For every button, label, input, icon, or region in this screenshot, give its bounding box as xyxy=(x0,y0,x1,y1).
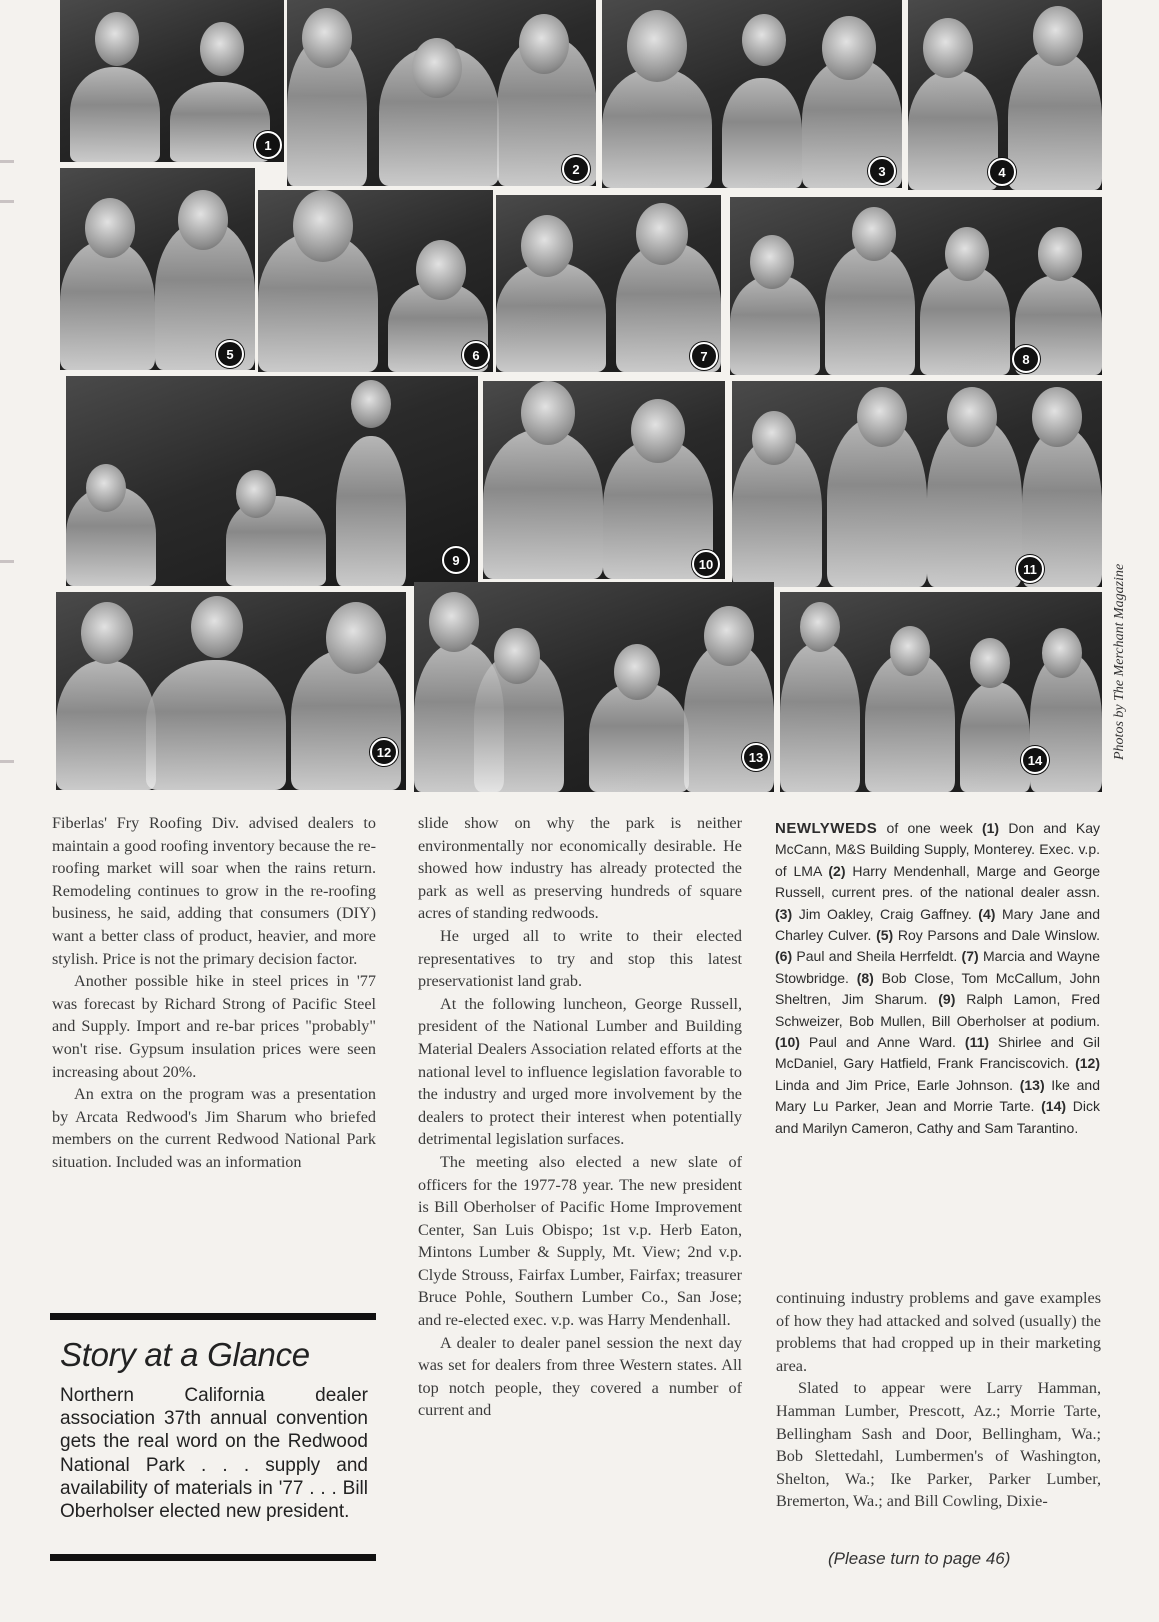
caption-names: Mary Jane and Charley Culver. xyxy=(775,905,1100,944)
caption-names: Shirlee and Gil McDaniel, Gary Hatfield, Frank Franciscovich. xyxy=(775,1034,1100,1072)
caption-number: (5) xyxy=(876,927,894,944)
photo-caption xyxy=(775,818,1100,1139)
glance-title: Story at a Glance xyxy=(60,1336,310,1373)
caption-number: (14) xyxy=(1041,1098,1067,1115)
paragraph: Another possible hike in steel prices in '77 was forecast by Richard Strong of Pacific Steel and Supply. Import and re-bar prices "probably" won't rise. Gypsum insulation prices were seen increasing about 20%. xyxy=(52,972,376,1081)
photo-number-badge: 13 xyxy=(742,743,770,771)
scan-mark xyxy=(0,160,14,163)
caption-number: (11) xyxy=(964,1034,990,1051)
photo-3 xyxy=(602,0,902,188)
caption-number: (9) xyxy=(938,991,956,1008)
scan-mark xyxy=(0,200,14,203)
photo-11 xyxy=(732,381,1102,587)
photo-number-badge: 6 xyxy=(462,341,490,369)
photo-number-badge: 10 xyxy=(692,550,720,578)
scan-mark xyxy=(0,760,14,763)
caption-number: (8) xyxy=(856,969,874,986)
caption-lead: NEWLYWEDS xyxy=(775,820,878,837)
photo-number-badge: 7 xyxy=(690,342,718,370)
photo-8 xyxy=(730,197,1102,375)
photo-number-badge: 2 xyxy=(562,155,590,183)
caption-number: (2) xyxy=(828,862,846,879)
photo-12 xyxy=(56,592,406,790)
paragraph: He urged all to write to their elected representatives to try and stop this latest preservationist land grab. xyxy=(418,926,742,991)
scan-mark xyxy=(0,560,14,563)
paragraph: continuing industry problems and gave examples of how they had attacked and solved (usually) the problems that had cropped up in their marketing area. xyxy=(776,1289,1101,1375)
photo-number-badge: 5 xyxy=(216,340,244,368)
continued-on-page-note: (Please turn to page 46) xyxy=(828,1549,1011,1568)
story-at-a-glance-box xyxy=(50,1313,376,1561)
paragraph: A dealer to dealer panel session the next day was set for dealers from three Western states. All top notch people, they covered a number of current and xyxy=(418,1333,742,1420)
caption-number: (13) xyxy=(1019,1076,1045,1093)
caption-number: (12) xyxy=(1075,1055,1100,1072)
article-column-1 xyxy=(52,812,376,1174)
caption-number: (4) xyxy=(978,905,996,922)
photo-number-badge: 14 xyxy=(1021,746,1049,774)
glance-summary: Northern California dealer association 37th annual convention gets the real word on the Redwood National Park . . . supply and availability of materials in '77 . . . Bill Oberholser elected new president. xyxy=(60,1385,368,1523)
photo-credit: Photos by The Merchant Magazine xyxy=(1112,563,1127,760)
paragraph: The meeting also elected a new slate of officers for the 1977-78 year. The new president is Bill Oberholser of Pacific Home Improvement Center, San Luis Obispo; 1st v.p. Herb Eaton, Mintons Lumber & Supply, Mt. View; 2nd v.p. Clyde Strouss, Fairfax Lumber, Fairfax; treasurer Bruce Pohle, Southern Lumber Co., San Jose; and re-elected exec. v.p. was Harry Mendenhall. xyxy=(418,1152,742,1330)
photo-9 xyxy=(66,376,478,586)
caption-number: (6) xyxy=(775,948,793,965)
caption-names: Bob Close, Tom McCallum, John Sheltren, Jim Sharum. xyxy=(775,969,1100,1008)
caption-number: (7) xyxy=(961,948,979,965)
paragraph: An extra on the program was a presentation by Arcata Redwood's Jim Sharum who briefed members on the current Redwood National Park situation. Included was an information xyxy=(52,1085,376,1171)
paragraph: Fiberlas' Fry Roofing Div. advised dealers to maintain a good roofing inventory because the re-roofing market will soar when the rains return. Remodeling continues to grow in the re-roofing business, he said, adding that consumers (DIY) want a better class of product, heavier, and more stylish. Price is not the primary decision factor. xyxy=(52,814,376,968)
caption-names: Dick and Marilyn Cameron, Cathy and Sam Tarantino. xyxy=(775,1098,1100,1136)
photo-number-badge: 8 xyxy=(1012,345,1040,373)
caption-names: Ralph Lamon, Fred Schweizer, Bob Mullen, Bill Oberholser at podium. xyxy=(775,991,1100,1029)
photo-number-badge: 12 xyxy=(370,738,398,766)
caption-names: Ike and Mary Lu Parker, Jean and Morrie Tarte. xyxy=(775,1076,1100,1115)
caption-names: Linda and Jim Price, Earle Johnson. xyxy=(775,1076,1020,1093)
photo-number-badge: 11 xyxy=(1016,555,1044,583)
paragraph: slide show on why the park is neither environmentally nor economically desirable. He showed how industry has already protected the park as well as preserving hundreds of square acres of standing redwoods. xyxy=(418,814,742,923)
article-column-2 xyxy=(418,812,742,1422)
photo-6 xyxy=(258,190,493,372)
photo-14 xyxy=(780,592,1102,792)
caption-names: Harry Mendenhall, Marge and George Russell, current pres. of the national dealer assn. xyxy=(775,862,1100,901)
caption-names: Marcia and Wayne Stowbridge. xyxy=(775,948,1100,986)
paragraph: Slated to appear were Larry Hamman, Hamman Lumber, Prescott, Az.; Morrie Tarte, Bellingham Sash and Door, Bellingham, Wa.; Bob Slettedahl, Lumbermen's of Washington, Shelton, Wa.; Ike Parker, Parker Lumber, Bremerton, Wa.; and Bill Cowling, Dixie- xyxy=(776,1379,1101,1511)
article-column-3 xyxy=(776,1287,1101,1513)
photo-1 xyxy=(60,0,284,162)
photo-number-badge: 1 xyxy=(254,131,282,159)
caption-names: Paul and Anne Ward. xyxy=(799,1034,965,1051)
caption-names: Jim Oakley, Craig Gaffney. xyxy=(792,905,979,922)
photo-number-badge: 9 xyxy=(442,546,470,574)
caption-names: Roy Parsons and Dale Winslow. xyxy=(893,927,1100,944)
caption-names: Paul and Sheila Herrfeldt. xyxy=(792,948,962,965)
photo-2 xyxy=(287,0,596,186)
caption-number: (1) xyxy=(981,820,1000,836)
caption-number: (10) xyxy=(775,1034,800,1051)
caption-number: (3) xyxy=(775,905,793,922)
photo-13 xyxy=(414,582,774,792)
caption-intro: of one week xyxy=(877,820,982,836)
photo-10 xyxy=(483,381,725,579)
caption-names: Don and Kay McCann, M&S Building Supply, Monterey. Exec. v.p. of LMA xyxy=(775,820,1100,879)
photo-number-badge: 4 xyxy=(988,158,1016,186)
paragraph: At the following luncheon, George Russell, president of the National Lumber and Building Material Dealers Association related efforts at the national level to influence legislation favorable to the industry and urged more involvement by the dealers to protect their interest when potentially detrimental legislation surfaces. xyxy=(418,994,742,1149)
photo-number-badge: 3 xyxy=(868,157,896,185)
photo-7 xyxy=(496,195,721,372)
